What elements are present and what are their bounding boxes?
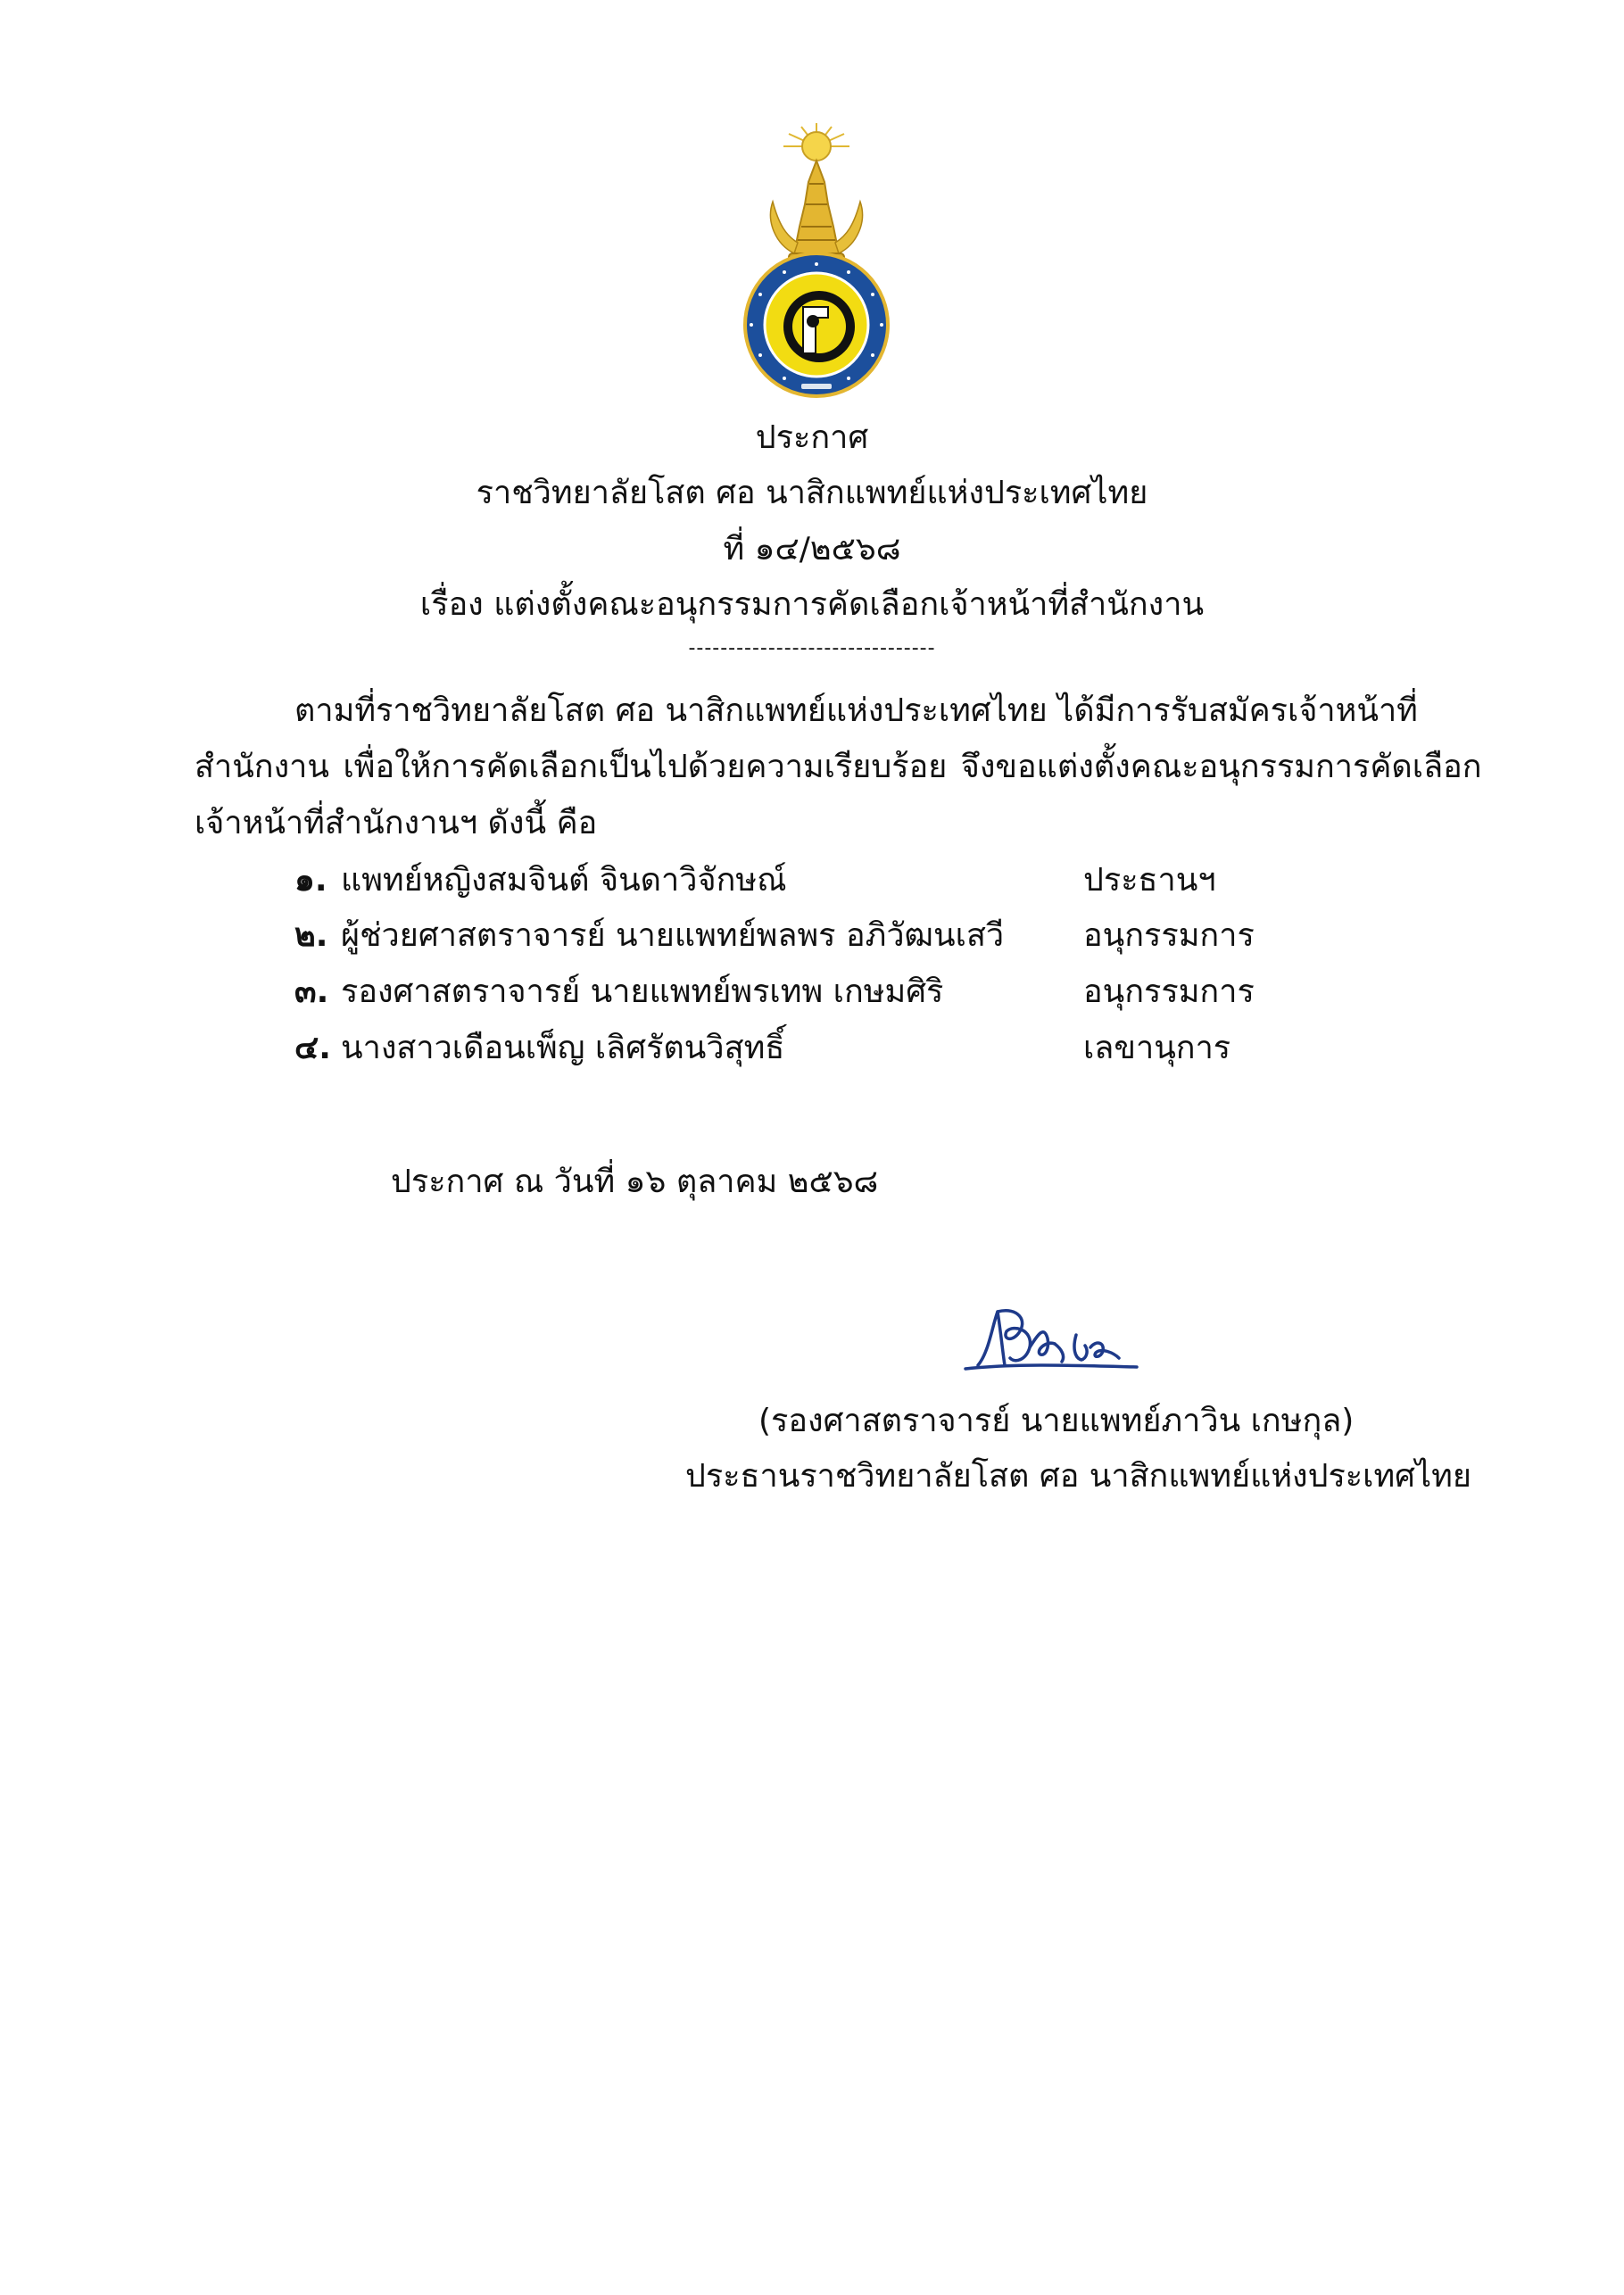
member-name: รองศาสตราจารย์ นายแพทย์พรเทพ เกษมศิริ	[341, 974, 944, 1010]
header-separator: -------------------------------	[688, 637, 936, 659]
member-name: นางสาวเดือนเพ็ญ เลิศรัตนวิสุทธิ์	[341, 1030, 785, 1066]
organization-name: ราชวิทยาลัยโสต ศอ นาสิกแพทย์แห่งประเทศไทย	[476, 475, 1148, 511]
announcement-date: ประกาศ ณ วันที่ ๑๖ ตุลาคม ๒๕๖๘	[391, 1164, 879, 1200]
body-paragraph-line-3: เจ้าหน้าที่สำนักงานฯ ดังนี้ คือ	[195, 805, 598, 841]
member-list-item	[294, 1026, 1365, 1071]
signatory-name: (รองศาสตราจารย์ นายแพทย์ภาวิน เกษกุล)	[758, 1403, 1355, 1439]
seal-ring-icon	[745, 253, 888, 396]
member-role: อนุกรรมการ	[1083, 974, 1255, 1010]
member-list-item	[294, 858, 1365, 903]
signatory-title: ประธานราชวิทยาลัยโสต ศอ นาสิกแพทย์แห่งประเทศไทย	[685, 1458, 1471, 1495]
body-paragraph-line-1: ตามที่ราชวิทยาลัยโสต ศอ นาสิกแพทย์แห่งประเทศไทย ได้มีการรับสมัครเจ้าหน้าที่	[294, 692, 1418, 729]
member-number: ๑.	[294, 862, 327, 899]
member-number: ๒.	[294, 917, 328, 954]
signature-icon	[962, 1299, 1140, 1372]
college-emblem-logo	[730, 120, 903, 398]
member-role: เลขานุการ	[1083, 1030, 1231, 1066]
announcement-number: ที่ ๑๔/๒๕๖๘	[723, 531, 901, 568]
member-role: อนุกรรมการ	[1083, 917, 1255, 954]
member-name: แพทย์หญิงสมจินต์ จินดาวิจักษณ์	[341, 862, 787, 899]
member-list-item	[294, 970, 1365, 1015]
member-role: ประธานฯ	[1083, 862, 1216, 899]
body-paragraph-line-2: สำนักงาน เพื่อให้การคัดเลือกเป็นไปด้วยความเรียบร้อย จึงขอแต่งตั้งคณะอนุกรรมการคัดเลือก	[195, 749, 1482, 785]
member-name: ผู้ช่วยศาสตราจารย์ นายแพทย์พลพร อภิวัฒนเสวี	[341, 917, 1005, 954]
announcement-heading: ประกาศ	[755, 419, 869, 456]
member-list-item	[294, 914, 1365, 958]
member-number: ๔.	[294, 1030, 331, 1066]
crown-crest-icon	[770, 123, 862, 271]
announcement-subject: เรื่อง แต่งตั้งคณะอนุกรรมการคัดเลือกเจ้าหน้าที่สำนักงาน	[419, 586, 1205, 623]
member-number: ๓.	[294, 974, 329, 1010]
